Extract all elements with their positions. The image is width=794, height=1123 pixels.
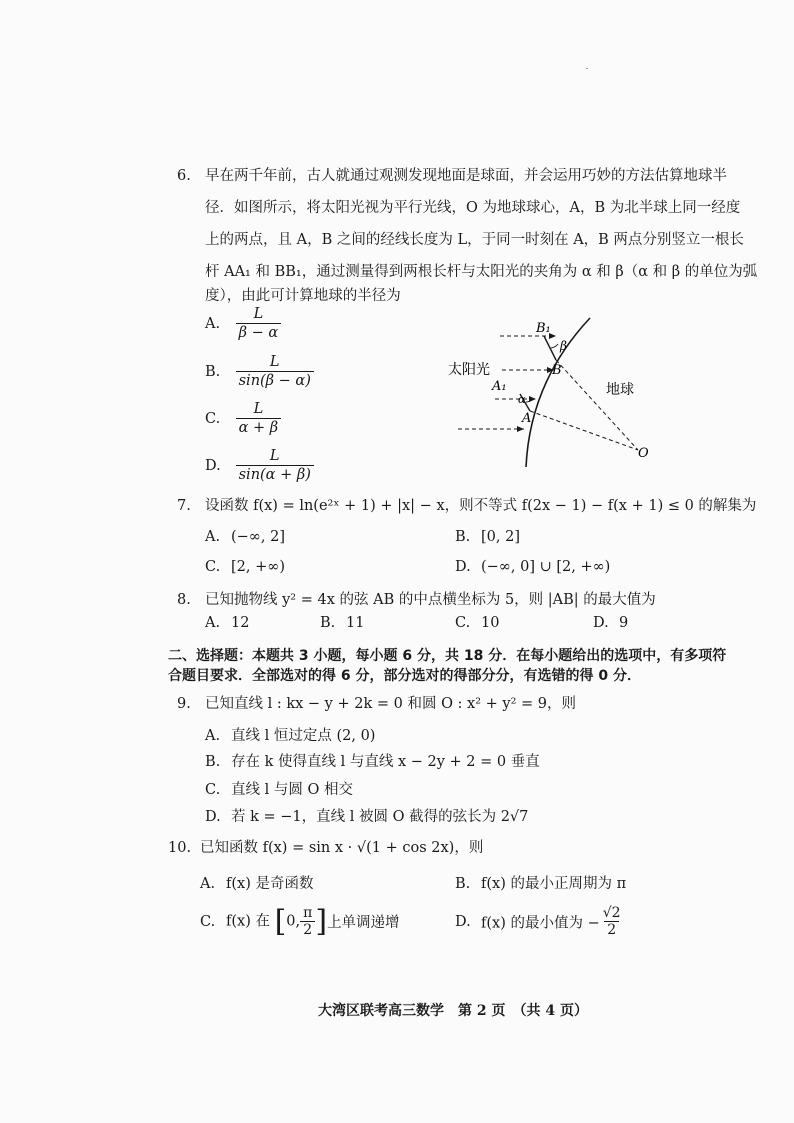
label-o: O — [638, 446, 649, 461]
question-number: 6. — [177, 168, 191, 184]
option-a: A. $\frac{L}{\beta - \alpha}$ — [205, 306, 281, 342]
fraction: $\frac{L}{\sin(\beta - \alpha)}$ — [236, 354, 314, 390]
scan-speck — [586, 68, 588, 69]
option-d: D. 若 k = −1，直线 l 被圆 O 截得的弦长为 2√7 — [205, 809, 529, 825]
section-header-line: 合题目要求．全部选对的得 6 分，部分选对的得部分分，有选错的得 0 分． — [168, 668, 641, 684]
fraction: $\frac{√2}{2}$ — [602, 905, 621, 938]
option-d: D. $\frac{L}{\sin(\alpha + \beta)}$ — [205, 448, 314, 484]
question-text-line: 径．如图所示，将太阳光视为平行光线，O 为地球球心，A，B 为北半球上同一经度 — [205, 200, 741, 216]
option-b: B. 11 — [320, 615, 365, 631]
option-c: C. [2, +∞) — [205, 559, 285, 575]
question-number: 10. — [168, 840, 192, 856]
question-number: 7. — [177, 498, 191, 514]
fraction: $\frac{L}{\alpha + \beta}$ — [236, 401, 282, 437]
label-a: A — [522, 411, 532, 426]
question-stem: 已知函数 f(x) = sin x · √(1 + cos 2x)，则 — [200, 840, 484, 856]
option-a: A. 直线 l 恒过定点 (2, 0) — [205, 728, 376, 744]
question-stem: 已知直线 l : kx − y + 2k = 0 和圆 O : x² + y² = 9，则 — [205, 696, 577, 712]
question-text-line: 杆 AA₁ 和 BB₁，通过测量得到两根长杆与太阳光的夹角为 α 和 β（α 和 β 的单位为弧 — [205, 264, 758, 280]
beta-arc — [551, 344, 558, 348]
question-number: 8. — [177, 592, 191, 608]
label-earth: 地球 — [606, 382, 634, 398]
fraction: $\frac{L}{\sin(\alpha + \beta)}$ — [236, 448, 314, 484]
radius-oa — [530, 411, 638, 450]
option-c: C. $\frac{L}{\alpha + \beta}$ — [205, 401, 281, 437]
option-d: D. (−∞, 0] ∪ [2, +∞) — [455, 559, 611, 575]
option-b: B. $\frac{L}{\sin(\beta - \alpha)}$ — [205, 354, 314, 390]
question-stem: 设函数 f(x) = ln(e²ˣ + 1) + |x| − x，则不等式 f(2x − 1) − f(x + 1) ≤ 0 的解集为 — [205, 498, 757, 514]
label-sunlight: 太阳光 — [448, 362, 490, 378]
option-b: B. [0, 2] — [455, 529, 520, 545]
question-text-line: 度），由此可计算地球的半径为 — [205, 288, 401, 304]
option-b: B. f(x) 的最小正周期为 π — [455, 876, 627, 892]
label-a1: A₁ — [492, 379, 507, 394]
option-c: C. 直线 l 与圆 O 相交 — [205, 782, 353, 798]
page-footer: 大湾区联考高三数学 第 2 页 （共 4 页） — [318, 1003, 588, 1019]
label-b: B — [552, 363, 562, 378]
section-header-line: 二、选择题：本题共 3 小题，每小题 6 分，共 18 分．在每小题给出的选项中，有多项符 — [168, 648, 727, 664]
label-b1: B₁ — [536, 321, 551, 336]
question-number: 9. — [177, 696, 191, 712]
option-a: A. 12 — [205, 615, 250, 631]
pole-bb1 — [544, 336, 556, 360]
label-alpha: α — [518, 393, 526, 406]
option-c: C. 10 — [455, 615, 500, 631]
question-text-line: 早在两千年前，古人就通过观测发现地面是球面，并会运用巧妙的方法估算地球半 — [205, 168, 727, 184]
earth-surface-arc — [526, 318, 590, 467]
option-a: A. (−∞, 2] — [205, 529, 285, 545]
label-beta: β — [560, 339, 567, 353]
option-d: D. 9 — [593, 615, 629, 631]
arrowhead — [517, 426, 524, 432]
question-stem: 已知抛物线 y² = 4x 的弦 AB 的中点横坐标为 5，则 |AB| 的最大值为 — [205, 592, 656, 608]
radius-ob — [556, 360, 638, 450]
fraction: $\frac{L}{\beta - \alpha}$ — [236, 306, 282, 342]
question-text-line: 上的两点，且 A，B 之间的经线长度为 L，于同一时刻在 A，B 两点分别竖立一根长 — [205, 232, 744, 248]
fraction: $\frac{\pi}{2}$ — [300, 906, 315, 938]
earth-sunlight-figure — [440, 312, 670, 472]
option-b: B. 存在 k 使得直线 l 与直线 x − 2y + 2 = 0 垂直 — [205, 754, 540, 770]
option-d: D. f(x) 的最小值为 − $\frac{√2}{2}$ — [455, 906, 624, 938]
option-a: A. f(x) 是奇函数 — [200, 876, 314, 892]
option-c: C. f(x) 在 [0, $\frac{\pi}{2}$ ]上单调递增 — [200, 904, 400, 939]
